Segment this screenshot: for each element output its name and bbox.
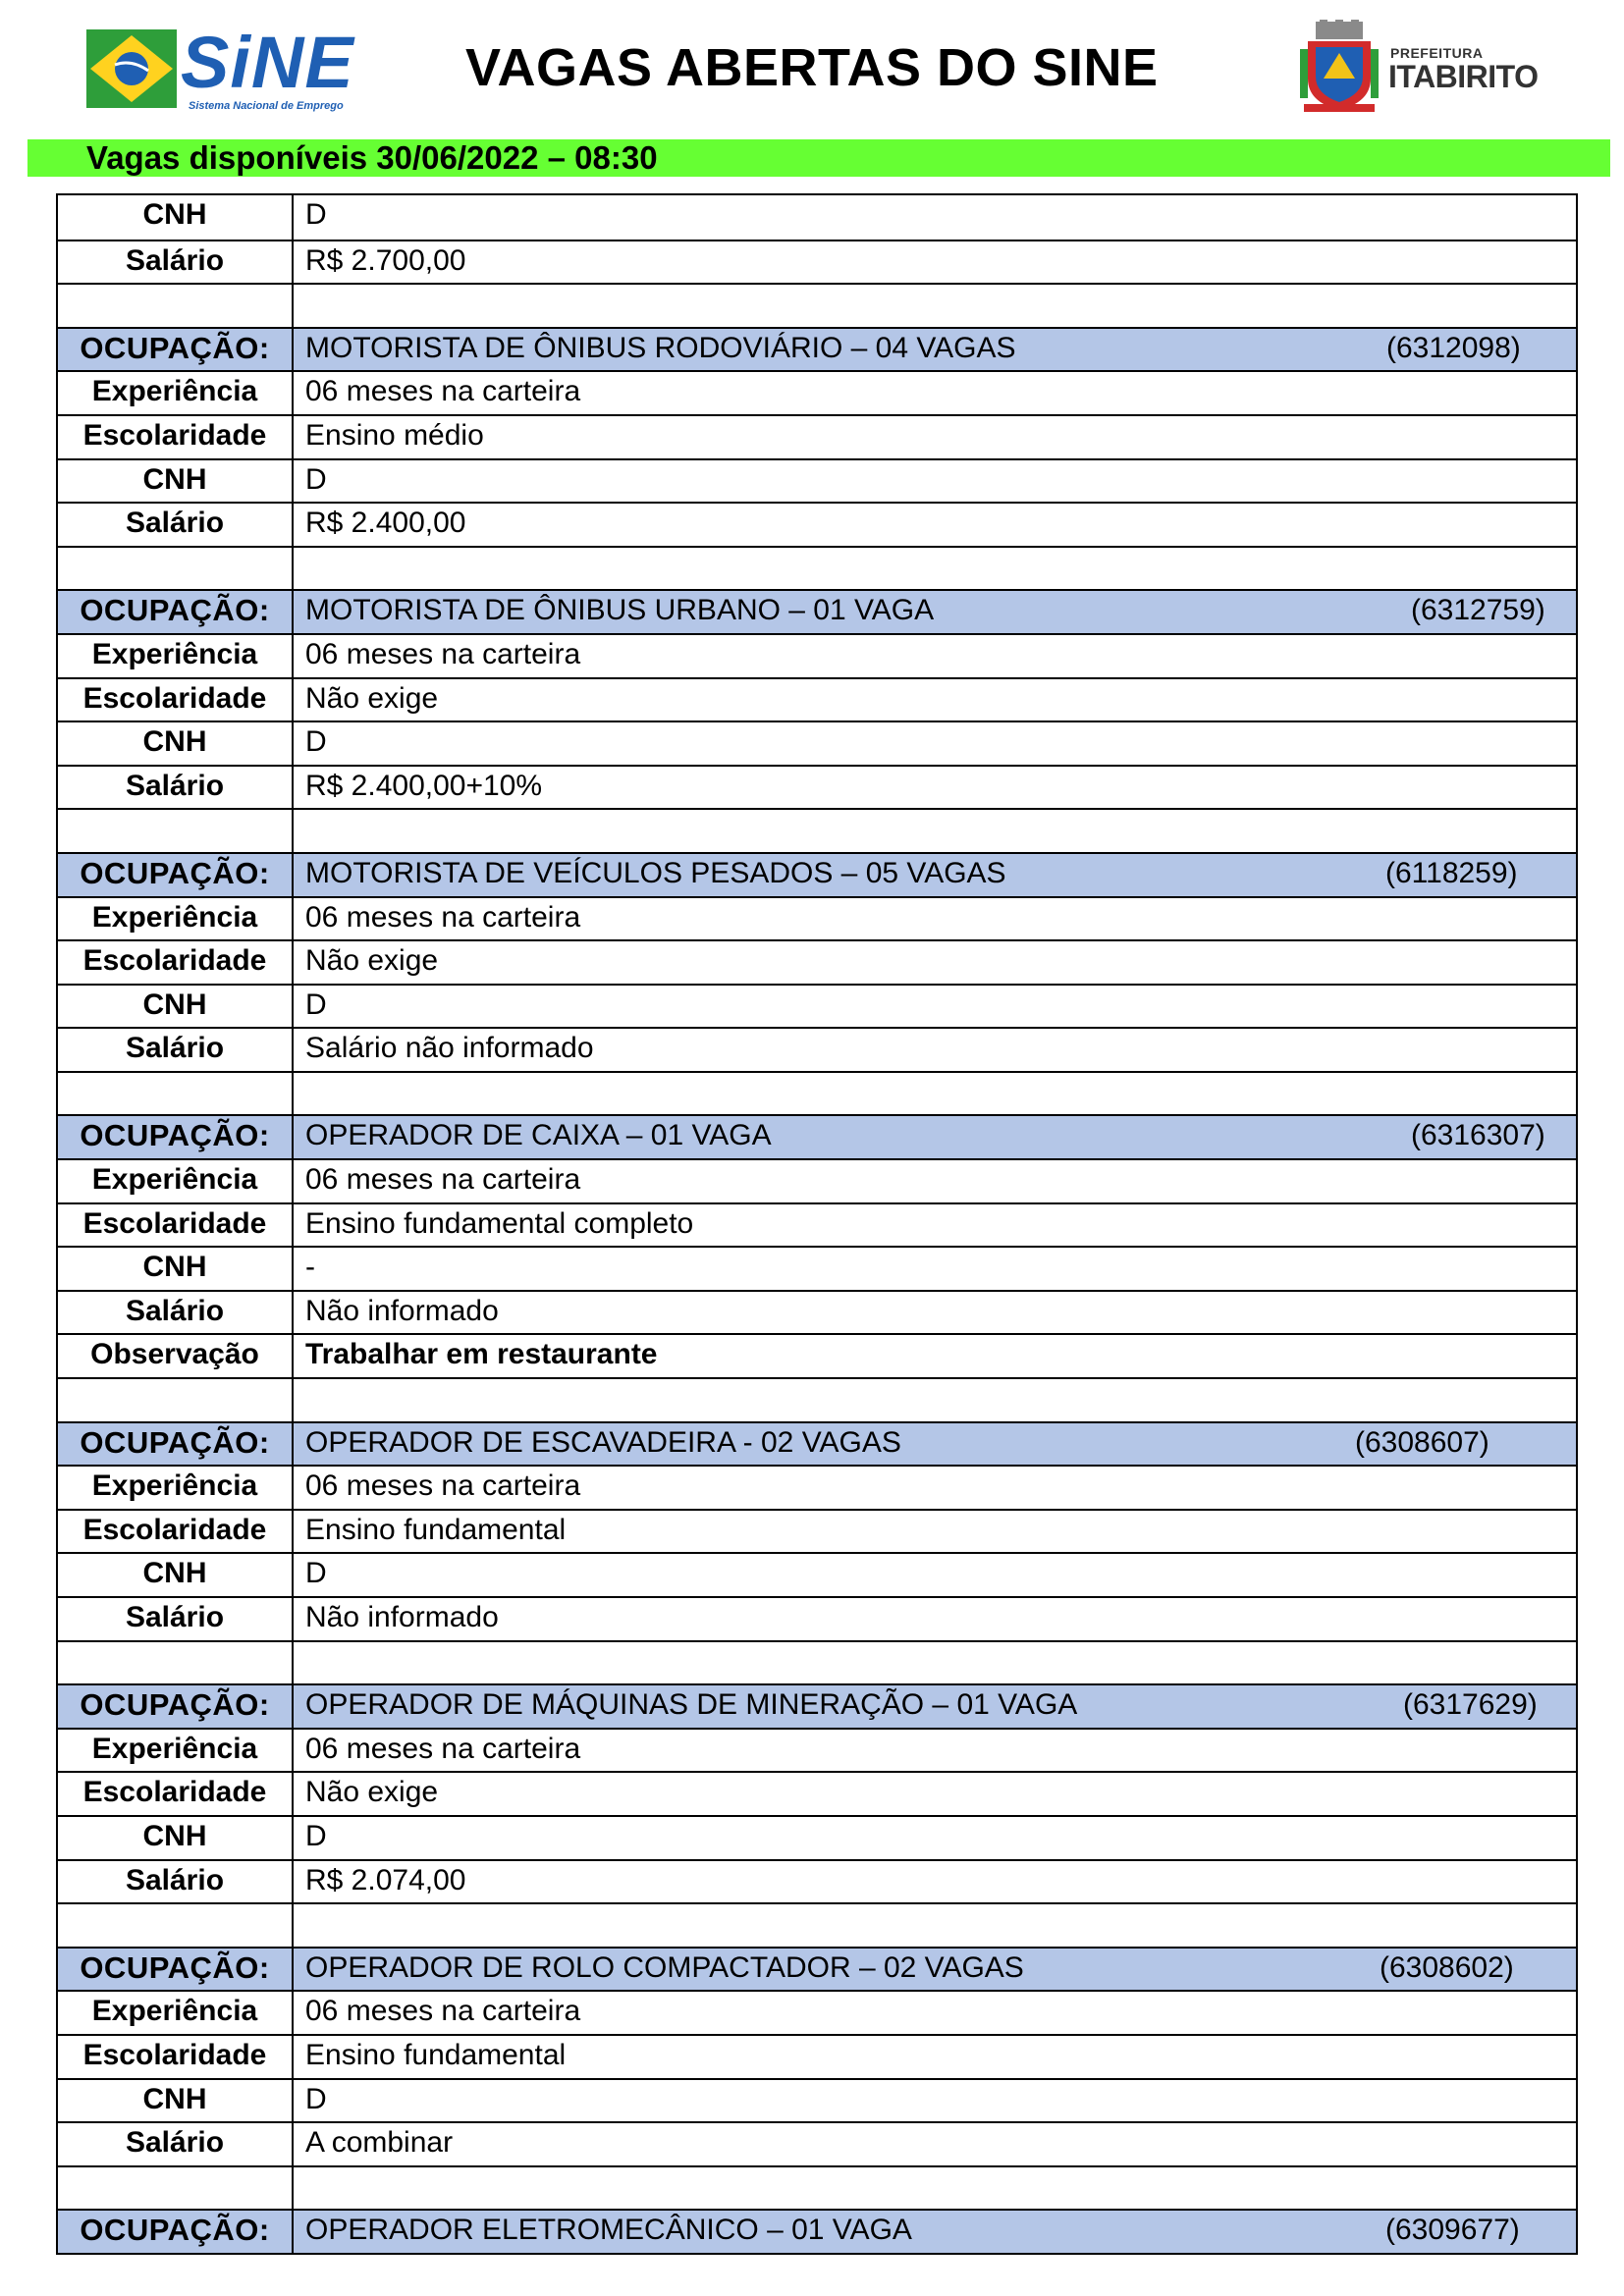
field-value-cell: 06 meses na carteira <box>305 900 581 934</box>
spacer-row <box>58 1377 1576 1421</box>
field-value-cell: Salário não informado <box>305 1032 594 1065</box>
field-label <box>58 1379 294 1421</box>
field-value-cell: R$ 2.400,00 <box>305 507 466 540</box>
field-row <box>58 939 1576 984</box>
field-value-cell: 06 meses na carteira <box>305 637 581 670</box>
occupation-code: (6309677) <box>1385 2214 1520 2247</box>
field-label: CNH <box>58 460 294 503</box>
spacer-row <box>58 546 1576 590</box>
field-label: Experiência <box>58 635 294 677</box>
occupation-title: OPERADOR DE CAIXA – 01 VAGA <box>305 1119 772 1152</box>
occupation-label: OCUPAÇÃO: <box>58 1949 294 1991</box>
occupation-row <box>58 1421 1576 1466</box>
field-value-cell: D <box>305 198 327 231</box>
occupation-cell <box>294 1116 1576 1158</box>
jobs-table <box>56 193 1578 2255</box>
field-value-cell: Ensino médio <box>305 418 484 452</box>
field-value-cell: D <box>305 988 327 1021</box>
field-label: Experiência <box>58 1160 294 1202</box>
field-label: Salário <box>58 504 294 546</box>
occupation-cell <box>294 329 1576 371</box>
field-row <box>58 1465 1576 1509</box>
sine-logo-subtitle: Sistema Nacional de Emprego <box>189 100 344 112</box>
field-label <box>58 1073 294 1115</box>
field-row <box>58 1027 1576 1071</box>
occupation-label: OCUPAÇÃO: <box>58 854 294 896</box>
field-label: Escolaridade <box>58 679 294 721</box>
field-label: Experiência <box>58 372 294 414</box>
occupation-cell <box>294 591 1576 633</box>
field-value-cell: Não exige <box>305 681 439 715</box>
field-row <box>58 984 1576 1028</box>
field-label: Escolaridade <box>58 1511 294 1553</box>
field-label <box>58 548 294 590</box>
spacer-row <box>58 2165 1576 2210</box>
field-row <box>58 458 1576 503</box>
field-row <box>58 1246 1576 1290</box>
field-label: Salário <box>58 1029 294 1071</box>
field-value-cell: R$ 2.700,00 <box>305 243 466 277</box>
field-label: CNH <box>58 1817 294 1859</box>
field-row <box>58 1859 1576 1903</box>
occupation-title: OPERADOR DE MÁQUINAS DE MINERAÇÃO – 01 VAGA <box>305 1688 1078 1722</box>
field-label: CNH <box>58 1248 294 1290</box>
field-value-cell: A combinar <box>305 2126 454 2160</box>
field-row <box>58 1990 1576 2034</box>
occupation-code: (6312098) <box>1386 331 1521 364</box>
field-value-cell: D <box>305 1557 327 1590</box>
occupation-label: OCUPAÇÃO: <box>58 329 294 371</box>
field-value-cell <box>294 1642 1576 1684</box>
occupation-row <box>58 1683 1576 1728</box>
occupation-code: (6316307) <box>1411 1119 1545 1152</box>
occupation-code: (6312759) <box>1411 594 1545 627</box>
field-row <box>58 1158 1576 1202</box>
occupation-cell <box>294 2211 1576 2253</box>
field-row <box>58 1202 1576 1247</box>
spacer-row <box>58 1902 1576 1947</box>
field-value-cell: D <box>305 462 327 496</box>
field-value-cell <box>294 810 1576 852</box>
occupation-title: OPERADOR ELETROMECÂNICO – 01 VAGA <box>305 2214 912 2247</box>
occupation-title: OPERADOR DE ESCAVADEIRA - 02 VAGAS <box>305 1425 901 1459</box>
field-label: Experiência <box>58 898 294 940</box>
occupation-label: OCUPAÇÃO: <box>58 591 294 633</box>
occupation-title: OPERADOR DE ROLO COMPACTADOR – 02 VAGAS <box>305 1950 1024 1984</box>
prefeitura-label: PREFEITURA <box>1390 45 1484 61</box>
field-row <box>58 2121 1576 2165</box>
field-row <box>58 1509 1576 1553</box>
occupation-cell <box>294 1949 1576 1991</box>
occupation-row <box>58 2209 1576 2253</box>
sine-logo-text: SiNE <box>181 22 354 103</box>
occupation-row <box>58 1947 1576 1991</box>
spacer-row <box>58 808 1576 852</box>
occupation-code: (6308602) <box>1380 1950 1514 1984</box>
field-label: Experiência <box>58 1992 294 2034</box>
spacer-row <box>58 1640 1576 1684</box>
field-label: Escolaridade <box>58 941 294 984</box>
field-label: Escolaridade <box>58 1773 294 1815</box>
occupation-code: (6317629) <box>1403 1688 1538 1722</box>
field-row <box>58 1333 1576 1377</box>
field-label <box>58 1904 294 1947</box>
field-value-cell: Não informado <box>305 1294 499 1327</box>
field-label: CNH <box>58 195 294 240</box>
field-row <box>58 1728 1576 1772</box>
field-label: CNH <box>58 986 294 1028</box>
field-value-cell: Ensino fundamental completo <box>305 1206 694 1240</box>
field-row <box>58 414 1576 458</box>
field-row <box>58 721 1576 765</box>
city-name: ITABIRITO <box>1388 59 1539 94</box>
occupation-row <box>58 1114 1576 1158</box>
sine-logo <box>86 24 371 114</box>
occupation-label: OCUPAÇÃO: <box>58 1116 294 1158</box>
page-title: VAGAS ABERTAS DO SINE <box>465 38 1159 97</box>
field-label <box>58 810 294 852</box>
field-row <box>58 633 1576 677</box>
field-row <box>58 1815 1576 1859</box>
occupation-label: OCUPAÇÃO: <box>58 2211 294 2253</box>
date-banner-text: Vagas disponíveis 30/06/2022 – 08:30 <box>86 139 658 176</box>
field-label: Salário <box>58 767 294 809</box>
field-label <box>58 2167 294 2210</box>
field-row <box>58 2078 1576 2122</box>
brazil-flag-icon <box>86 29 177 108</box>
field-label: Observação <box>58 1335 294 1377</box>
field-row <box>58 1290 1576 1334</box>
field-value-cell: Não informado <box>305 1601 499 1633</box>
spacer-row <box>58 1071 1576 1115</box>
occupation-code: (6308607) <box>1355 1425 1489 1459</box>
field-label: Escolaridade <box>58 416 294 458</box>
city-crest-icon <box>1294 20 1384 114</box>
field-row <box>58 195 1576 240</box>
field-label: Salário <box>58 1292 294 1334</box>
field-value-cell: - <box>305 1251 315 1284</box>
field-label: Experiência <box>58 1730 294 1772</box>
field-value-cell <box>294 1379 1576 1421</box>
spacer-row <box>58 283 1576 327</box>
occupation-title: MOTORISTA DE ÔNIBUS RODOVIÁRIO – 04 VAGAS <box>305 331 1016 364</box>
field-label: Salário <box>58 1598 294 1640</box>
date-banner <box>27 139 1610 177</box>
field-value-cell <box>294 1073 1576 1115</box>
occupation-code: (6118259) <box>1385 856 1518 889</box>
occupation-label: OCUPAÇÃO: <box>58 1423 294 1466</box>
field-value-cell: 06 meses na carteira <box>305 1995 581 2028</box>
field-label: CNH <box>58 722 294 765</box>
field-value-cell: Ensino fundamental <box>305 1513 567 1546</box>
field-row <box>58 502 1576 546</box>
occupation-cell <box>294 1685 1576 1728</box>
field-row <box>58 896 1576 940</box>
field-value-cell: 06 meses na carteira <box>305 375 581 408</box>
field-value-cell: R$ 2.400,00+10% <box>305 769 543 802</box>
occupation-title: MOTORISTA DE VEÍCULOS PESADOS – 05 VAGAS <box>305 856 1006 889</box>
page-header <box>0 0 1624 137</box>
field-value-cell: Não exige <box>305 944 439 978</box>
field-row <box>58 240 1576 284</box>
occupation-row <box>58 327 1576 371</box>
field-value-cell <box>294 285 1576 327</box>
field-label: Experiência <box>58 1467 294 1509</box>
field-row <box>58 370 1576 414</box>
field-value-cell: 06 meses na carteira <box>305 1163 581 1197</box>
field-row <box>58 2034 1576 2078</box>
field-row <box>58 1771 1576 1815</box>
occupation-title: MOTORISTA DE ÔNIBUS URBANO – 01 VAGA <box>305 594 935 627</box>
field-label: Salário <box>58 241 294 284</box>
prefeitura-logo <box>1294 20 1540 114</box>
field-value-cell: 06 meses na carteira <box>305 1732 581 1765</box>
field-value-cell: R$ 2.074,00 <box>305 1863 466 1896</box>
field-value-cell: Trabalhar em restaurante <box>305 1338 658 1371</box>
occupation-cell <box>294 854 1576 896</box>
field-value-cell: Não exige <box>305 1776 439 1809</box>
field-value-cell: 06 meses na carteira <box>305 1469 581 1503</box>
field-label <box>58 285 294 327</box>
field-label: CNH <box>58 1554 294 1596</box>
field-value-cell: D <box>305 2082 327 2115</box>
field-label: Salário <box>58 2123 294 2165</box>
field-value-cell <box>294 2167 1576 2210</box>
field-label <box>58 1642 294 1684</box>
field-label: CNH <box>58 2080 294 2122</box>
field-label: Escolaridade <box>58 1204 294 1247</box>
field-value-cell: D <box>305 1819 327 1852</box>
field-label: Escolaridade <box>58 2036 294 2078</box>
field-value-cell: Ensino fundamental <box>305 2038 567 2071</box>
occupation-cell <box>294 1423 1576 1466</box>
occupation-row <box>58 589 1576 633</box>
field-value-cell: D <box>305 725 327 759</box>
field-value-cell <box>294 1904 1576 1947</box>
field-row <box>58 677 1576 721</box>
field-value-cell <box>294 548 1576 590</box>
field-row <box>58 765 1576 809</box>
field-label: Salário <box>58 1861 294 1903</box>
occupation-label: OCUPAÇÃO: <box>58 1685 294 1728</box>
field-row <box>58 1596 1576 1640</box>
field-row <box>58 1552 1576 1596</box>
occupation-row <box>58 852 1576 896</box>
